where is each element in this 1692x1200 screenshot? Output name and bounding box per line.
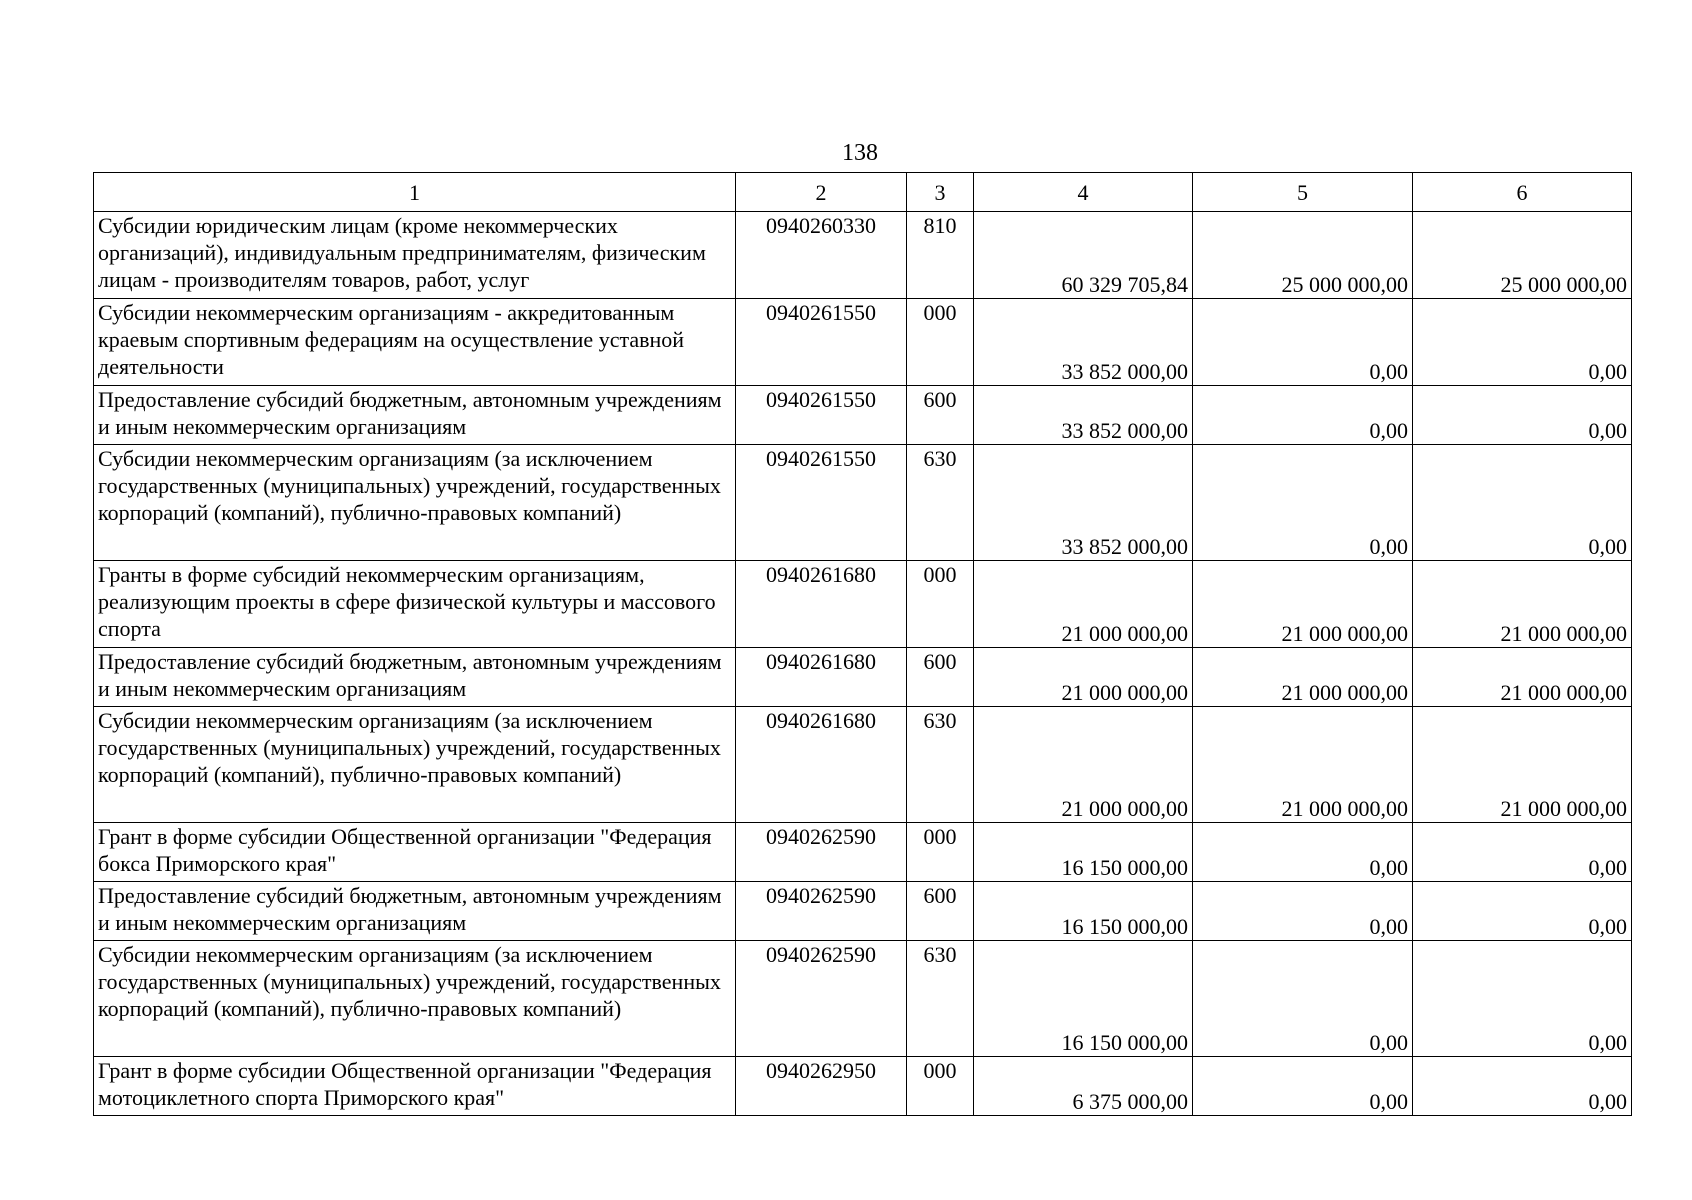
- table-row: [94, 941, 1632, 1057]
- row-target-code: 0940261550: [736, 445, 907, 561]
- row-description: Субсидии некоммерческим организациям - аккредитованным краевым спортивным федерациям на осуществление уставной деятельности: [94, 299, 736, 386]
- row-sum-col4: 33 852 000,00: [974, 299, 1193, 386]
- header-col-3: 3: [907, 173, 974, 212]
- row-description: Субсидии некоммерческим организациям (за исключением государственных (муниципальных) учреждений, государственных корпораций (компаний), публично-правовых компаний): [94, 445, 736, 561]
- row-expense-type: 000: [907, 561, 974, 648]
- table-row: [94, 648, 1632, 707]
- row-sum-col6: 25 000 000,00: [1413, 212, 1632, 299]
- row-target-code: 0940260330: [736, 212, 907, 299]
- row-sum-col6: 21 000 000,00: [1413, 561, 1632, 648]
- row-sum-col4: 16 150 000,00: [974, 941, 1193, 1057]
- row-sum-col6: 0,00: [1413, 823, 1632, 882]
- row-sum-col4: 16 150 000,00: [974, 882, 1193, 941]
- row-sum-col4: 21 000 000,00: [974, 561, 1193, 648]
- row-description: Предоставление субсидий бюджетным, автономным учреждениям и иным некоммерческим организациям: [94, 648, 736, 707]
- table-row: [94, 212, 1632, 299]
- row-sum-col5: 0,00: [1193, 445, 1413, 561]
- row-description: Субсидии некоммерческим организациям (за исключением государственных (муниципальных) учреждений, государственных корпораций (компаний), публично-правовых компаний): [94, 941, 736, 1057]
- table-row: [94, 561, 1632, 648]
- row-sum-col6: 0,00: [1413, 445, 1632, 561]
- row-sum-col4: 60 329 705,84: [974, 212, 1193, 299]
- row-sum-col5: 0,00: [1193, 823, 1413, 882]
- table-row: [94, 882, 1632, 941]
- row-expense-type: 630: [907, 941, 974, 1057]
- header-col-6: 6: [1413, 173, 1632, 212]
- row-description: Предоставление субсидий бюджетным, автономным учреждениям и иным некоммерческим организациям: [94, 386, 736, 445]
- header-col-2: 2: [736, 173, 907, 212]
- row-target-code: 0940261680: [736, 707, 907, 823]
- row-expense-type: 630: [907, 445, 974, 561]
- row-sum-col5: 21 000 000,00: [1193, 561, 1413, 648]
- row-sum-col5: 0,00: [1193, 299, 1413, 386]
- row-sum-col5: 0,00: [1193, 1057, 1413, 1116]
- header-col-4: 4: [974, 173, 1193, 212]
- table-row: [94, 386, 1632, 445]
- table-row: [94, 299, 1632, 386]
- row-sum-col5: 21 000 000,00: [1193, 648, 1413, 707]
- row-description: Предоставление субсидий бюджетным, автономным учреждениям и иным некоммерческим организациям: [94, 882, 736, 941]
- row-sum-col4: 21 000 000,00: [974, 707, 1193, 823]
- row-description: Грант в форме субсидии Общественной организации "Федерация бокса Приморского края": [94, 823, 736, 882]
- row-expense-type: 600: [907, 386, 974, 445]
- row-target-code: 0940262590: [736, 941, 907, 1057]
- row-description: Грант в форме субсидии Общественной организации "Федерация мотоциклетного спорта Приморского края": [94, 1057, 736, 1116]
- row-sum-col5: 0,00: [1193, 941, 1413, 1057]
- row-sum-col4: 21 000 000,00: [974, 648, 1193, 707]
- row-sum-col5: 0,00: [1193, 882, 1413, 941]
- table-row: [94, 445, 1632, 561]
- row-expense-type: 630: [907, 707, 974, 823]
- row-sum-col4: 6 375 000,00: [974, 1057, 1193, 1116]
- row-expense-type: 000: [907, 299, 974, 386]
- row-sum-col5: 25 000 000,00: [1193, 212, 1413, 299]
- row-sum-col6: 0,00: [1413, 299, 1632, 386]
- row-sum-col5: 0,00: [1193, 386, 1413, 445]
- row-sum-col5: 21 000 000,00: [1193, 707, 1413, 823]
- row-target-code: 0940262950: [736, 1057, 907, 1116]
- row-sum-col6: 0,00: [1413, 882, 1632, 941]
- header-col-1: 1: [94, 173, 736, 212]
- row-target-code: 0940261550: [736, 299, 907, 386]
- row-sum-col6: 0,00: [1413, 941, 1632, 1057]
- header-row: [94, 173, 1632, 212]
- row-expense-type: 810: [907, 212, 974, 299]
- row-sum-col6: 21 000 000,00: [1413, 648, 1632, 707]
- row-expense-type: 600: [907, 648, 974, 707]
- table-row: [94, 1057, 1632, 1116]
- row-target-code: 0940262590: [736, 882, 907, 941]
- row-sum-col6: 0,00: [1413, 1057, 1632, 1116]
- row-description: Субсидии некоммерческим организациям (за исключением государственных (муниципальных) учреждений, государственных корпораций (компаний), публично-правовых компаний): [94, 707, 736, 823]
- row-target-code: 0940261680: [736, 648, 907, 707]
- row-sum-col4: 33 852 000,00: [974, 386, 1193, 445]
- header-col-5: 5: [1193, 173, 1413, 212]
- row-description: Субсидии юридическим лицам (кроме некоммерческих организаций), индивидуальным предпринимателям, физическим лицам - производителям товаров, работ, услуг: [94, 212, 736, 299]
- row-sum-col6: 21 000 000,00: [1413, 707, 1632, 823]
- row-target-code: 0940261550: [736, 386, 907, 445]
- row-sum-col6: 0,00: [1413, 386, 1632, 445]
- row-sum-col4: 33 852 000,00: [974, 445, 1193, 561]
- row-description: Гранты в форме субсидий некоммерческим организациям, реализующим проекты в сфере физической культуры и массового спорта: [94, 561, 736, 648]
- row-expense-type: 000: [907, 1057, 974, 1116]
- row-target-code: 0940262590: [736, 823, 907, 882]
- budget-table: [93, 172, 1632, 1116]
- row-sum-col4: 16 150 000,00: [974, 823, 1193, 882]
- page-number: 138: [842, 140, 878, 166]
- row-expense-type: 600: [907, 882, 974, 941]
- table-row: [94, 823, 1632, 882]
- table-row: [94, 707, 1632, 823]
- row-expense-type: 000: [907, 823, 974, 882]
- row-target-code: 0940261680: [736, 561, 907, 648]
